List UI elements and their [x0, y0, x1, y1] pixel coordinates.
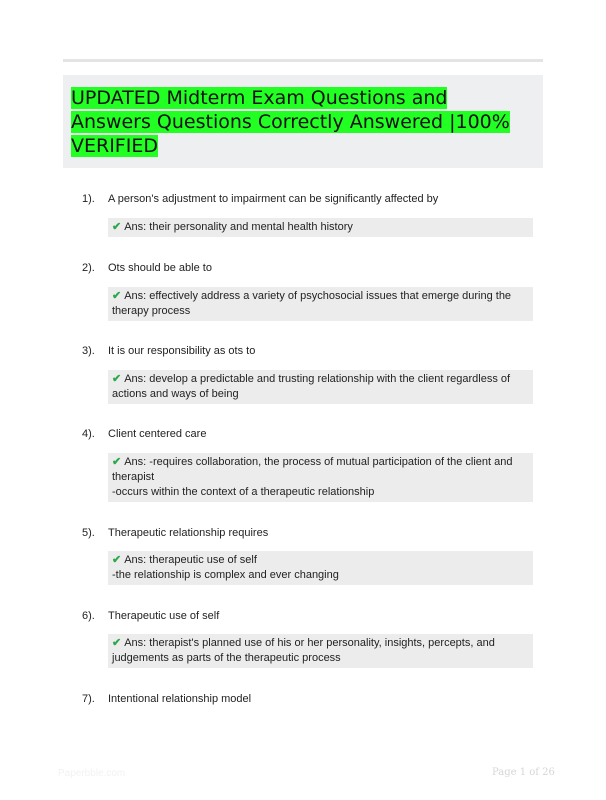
title-line-2: Answers Questions Correctly Answered |100% — [71, 111, 510, 133]
footer-watermark: Paperbble.com — [58, 768, 126, 779]
question-text: It is our responsibility as ots to — [108, 345, 256, 357]
checkmark-icon: ✔ — [112, 221, 122, 233]
question-number: 4). — [82, 428, 95, 440]
checkmark-icon: ✔ — [112, 373, 122, 385]
question-number: 6). — [82, 610, 95, 622]
answer-box — [108, 634, 533, 668]
answer-line: Ans: therapeutic use of self — [124, 554, 257, 566]
question-text: Ots should be able to — [108, 262, 212, 274]
answer-line: Ans: therapist's planned use of his or her personality, insights, percepts, and — [124, 637, 495, 649]
checkmark-icon: ✔ — [112, 637, 122, 649]
document-title — [71, 86, 531, 158]
answer-line: -occurs within the context of a therapeutic relationship — [112, 486, 375, 498]
top-rule — [63, 59, 543, 62]
answer-line: therapist — [112, 471, 155, 483]
question-text: Therapeutic use of self — [108, 610, 220, 622]
checkmark-icon: ✔ — [112, 456, 122, 468]
question-number: 3). — [82, 345, 95, 357]
question-number: 1). — [82, 193, 95, 205]
answer-line: therapy process — [112, 305, 191, 317]
question-text: Intentional relationship model — [108, 693, 252, 705]
answer-box — [108, 370, 533, 404]
answer-line: Ans: develop a predictable and trusting relationship with the client regardless of — [124, 373, 511, 385]
answer-box — [108, 453, 533, 502]
answer-line: Ans: effectively address a variety of psychosocial issues that emerge during the — [124, 290, 512, 302]
title-line-3: VERIFIED — [71, 135, 158, 157]
title-line-1: UPDATED Midterm Exam Questions and — [71, 87, 448, 109]
answer-line: judgements as parts of the therapeutic process — [112, 652, 341, 664]
answer-line: Ans: their personality and mental health history — [124, 221, 353, 233]
question-number: 7). — [82, 693, 95, 705]
answer-box — [108, 218, 533, 237]
question-number: 2). — [82, 262, 95, 274]
checkmark-icon: ✔ — [112, 554, 122, 566]
answer-box — [108, 551, 533, 585]
page-indicator: Page 1 of 26 — [492, 767, 555, 778]
question-text: Therapeutic relationship requires — [108, 527, 269, 539]
question-number: 5). — [82, 527, 95, 539]
checkmark-icon: ✔ — [112, 290, 122, 302]
answer-line: actions and ways of being — [112, 388, 239, 400]
answer-line: Ans: -requires collaboration, the process of mutual participation of the client and — [124, 456, 513, 468]
question-text: A person's adjustment to impairment can be significantly affected by — [108, 193, 439, 205]
answer-line: -the relationship is complex and ever changing — [112, 569, 339, 581]
answer-box — [108, 287, 533, 321]
question-text: Client centered care — [108, 428, 207, 440]
